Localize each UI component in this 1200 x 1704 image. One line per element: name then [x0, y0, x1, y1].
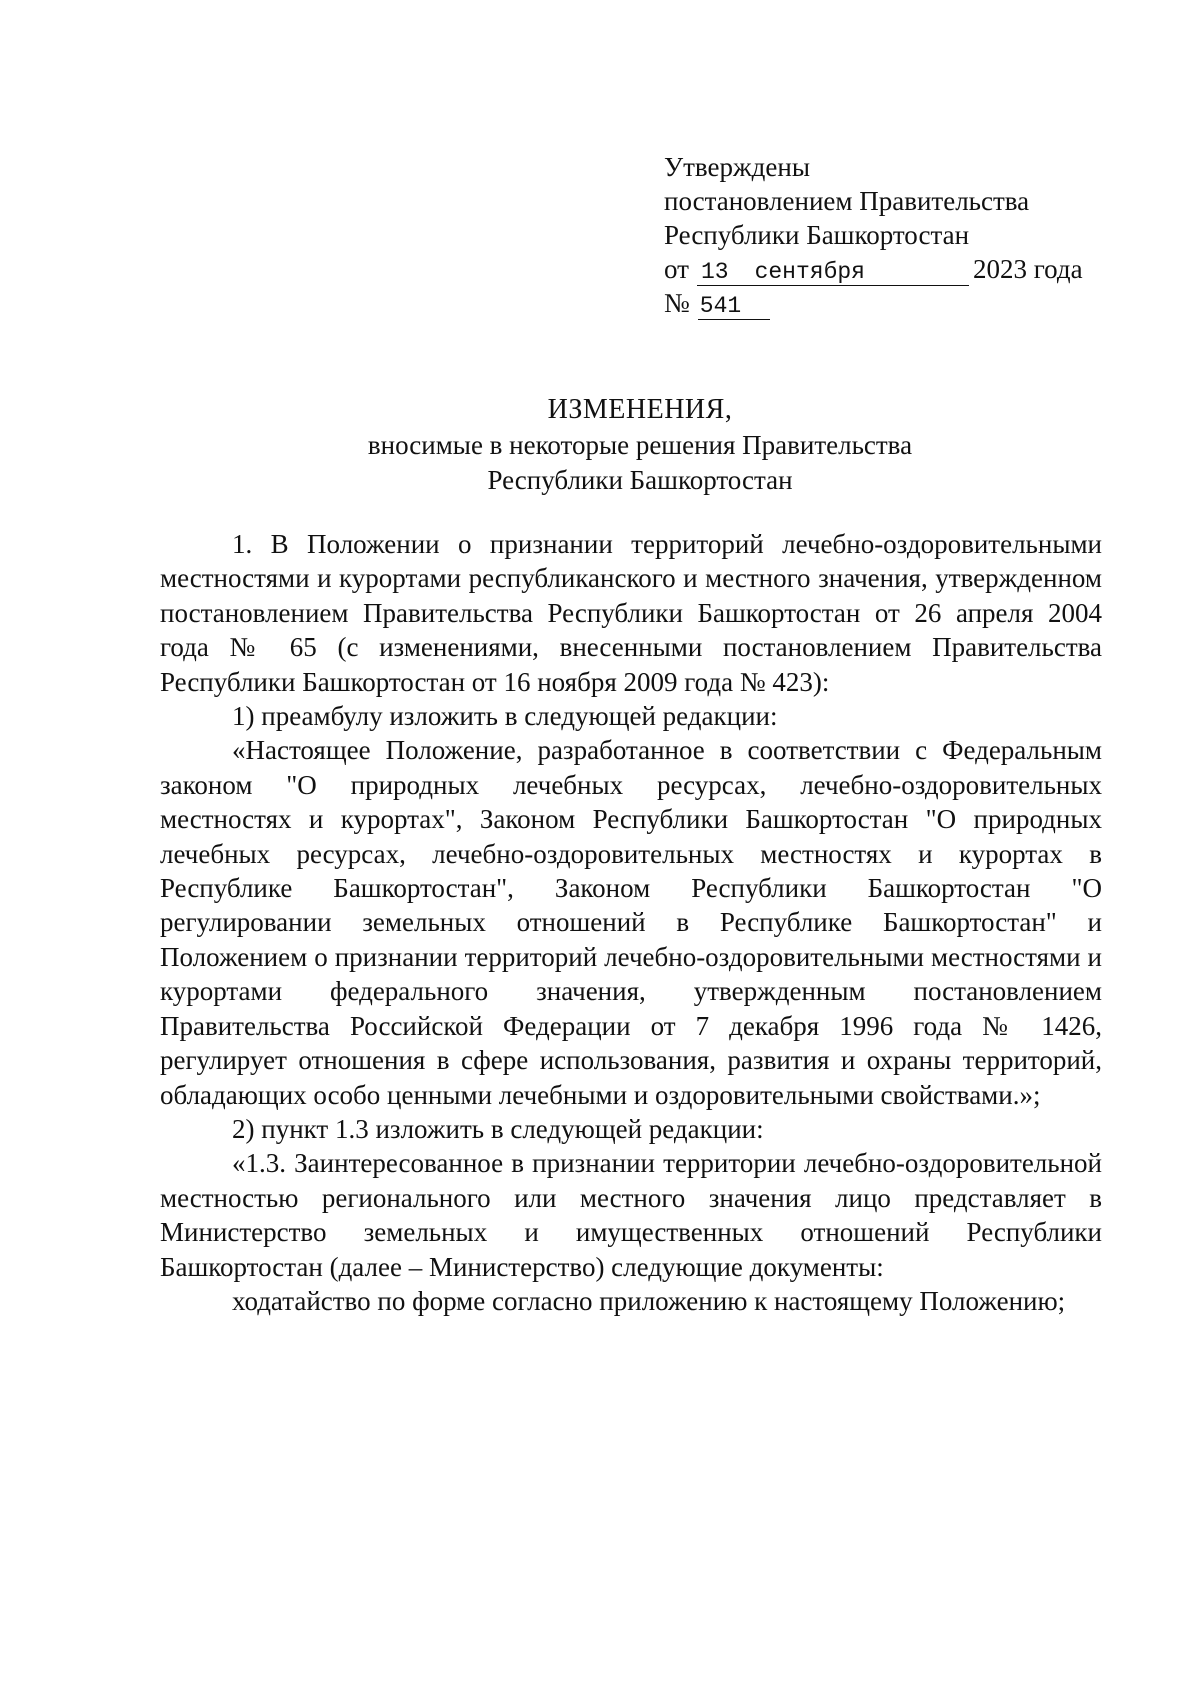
heading-subtitle-line-2: Республики Башкортостан: [487, 465, 793, 495]
approval-line-approved: Утверждены: [664, 152, 810, 182]
document-heading: [160, 392, 1120, 498]
approval-block: [664, 150, 1134, 320]
paragraph-clause-1-3: «1.3. Заинтересованное в признании территории лечебно-оздоровительной местностью регионального или местного значения лицо представляет в Министерство земельных и имущественных отношений Республики Башкортостан (далее – Министерство) следующие документы:: [160, 1148, 1102, 1282]
document-body: [160, 527, 1102, 1318]
approval-number-line: [664, 286, 1134, 320]
date-prefix: от: [664, 254, 689, 284]
paragraph-preamble-text: «Настоящее Положение, разработанное в соответствии с Федеральным законом "О природных лечебных ресурсах, лечебно-оздоровительных местностях и курортах", Законом Республики Башкортостан "О природных лечебных ресурсах, лечебно-оздоровительных местностях и курортах в Республике Башкортостан", Законом Республики Башкортостан "О регулировании земельных отношений в Республике Башкортостан" и Положением о признании территорий лечебно-оздоровительными местностями и курортами федерального значения, утвержденным постановлением Правительства Российской Федерации от 7 декабря 1996 года № 1426, регулирует отношения в сфере использования, развития и охраны территорий, обладающих особо ценными лечебными и оздоровительными свойствами.»;: [160, 735, 1102, 1110]
heading-title: ИЗМЕНЕНИЯ,: [547, 394, 733, 425]
number-prefix: №: [664, 288, 690, 318]
date-fill-field: [697, 259, 969, 286]
approval-line-republic: Республики Башкортостан: [664, 220, 970, 250]
paragraph-section-1: 1. В Положении о признании территорий лечебно-оздоровительными местностями и курортами республиканского и местного значения, утвержденном постановлением Правительства Республики Башкортостан от 26 апреля 2004 года № 65 (с изменениями, внесенными постановлением Правительства Республики Башкортостан от 16 ноября 2009 года № 423):: [160, 529, 1102, 697]
approval-date-line: [664, 252, 1134, 286]
date-day: 13: [700, 259, 729, 285]
document-number: 541: [698, 293, 770, 320]
paragraph-item-1: 1) преамбулу изложить в следующей редакции:: [232, 701, 778, 732]
heading-subtitle-line-1: вносимые в некоторые решения Правительства: [367, 430, 913, 460]
date-month: сентября: [754, 259, 865, 285]
approval-line-resolution: постановлением Правительства: [664, 186, 1030, 216]
paragraph-petition: ходатайство по форме согласно приложению к настоящему Положению;: [232, 1285, 1066, 1316]
paragraph-item-2: 2) пункт 1.3 изложить в следующей редакции:: [232, 1113, 764, 1144]
date-year: 2023 года: [972, 254, 1083, 284]
